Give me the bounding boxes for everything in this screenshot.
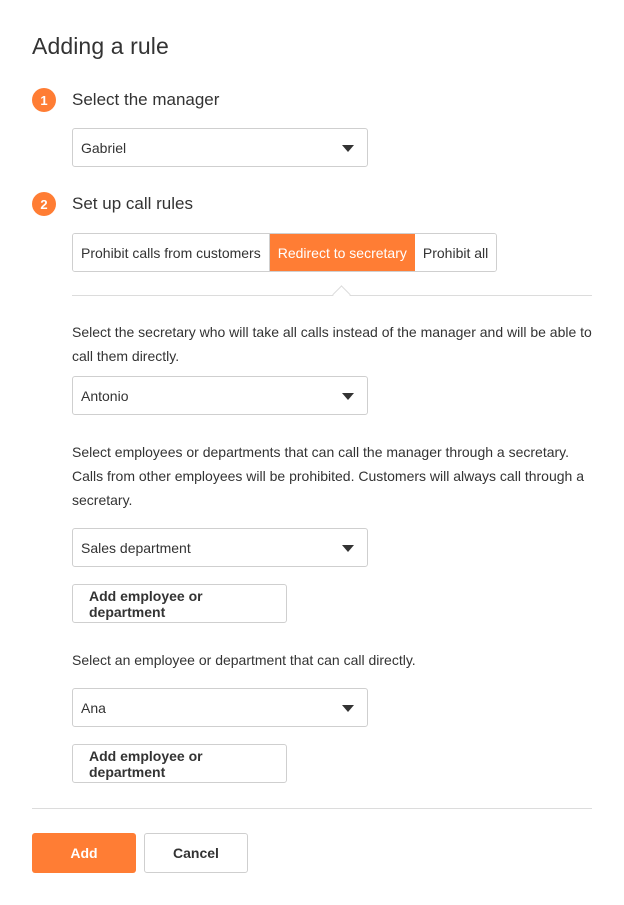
direct-description: Select an employee or department that can call directly. xyxy=(72,652,416,668)
tab-prohibit-all[interactable]: Prohibit all xyxy=(415,234,496,271)
caret-down-icon xyxy=(342,145,354,152)
secretary-description: Select the secretary who will take all calls instead of the manager and will be able to call them directly. xyxy=(72,324,592,364)
cancel-button[interactable]: Cancel xyxy=(144,833,248,873)
manager-select-value: Gabriel xyxy=(81,139,127,156)
call-rule-tabs xyxy=(72,233,497,272)
step-label: Set up call rules xyxy=(72,194,193,213)
footer-divider xyxy=(32,808,592,809)
step-number-badge: 2 xyxy=(32,192,56,216)
tab-redirect-to-secretary[interactable]: Redirect to secretary xyxy=(269,234,415,271)
add-direct-button[interactable]: Add employee or department xyxy=(72,744,287,783)
step-2 xyxy=(32,192,193,216)
caret-down-icon xyxy=(342,705,354,712)
through-secretary-description: Select employees or departments that can call the manager through a secretary. Calls from other employees will be prohibited. Customers will always call through a secretary. xyxy=(72,444,584,508)
add-button[interactable]: Add xyxy=(32,833,136,873)
manager-select[interactable] xyxy=(72,128,368,167)
secretary-select-value: Antonio xyxy=(81,387,129,404)
through-secretary-select[interactable] xyxy=(72,528,368,567)
through-secretary-select-value: Sales department xyxy=(81,539,191,556)
page-title: Adding a rule xyxy=(32,33,169,59)
step-1 xyxy=(32,88,219,112)
tab-pointer-arrow xyxy=(332,285,350,303)
direct-select-value: Ana xyxy=(81,699,106,716)
direct-select[interactable] xyxy=(72,688,368,727)
caret-down-icon xyxy=(342,545,354,552)
step-number-badge: 1 xyxy=(32,88,56,112)
caret-down-icon xyxy=(342,393,354,400)
secretary-select[interactable] xyxy=(72,376,368,415)
tab-prohibit-customers[interactable]: Prohibit calls from customers xyxy=(73,234,269,271)
add-through-secretary-button[interactable]: Add employee or department xyxy=(72,584,287,623)
step-label: Select the manager xyxy=(72,90,220,109)
